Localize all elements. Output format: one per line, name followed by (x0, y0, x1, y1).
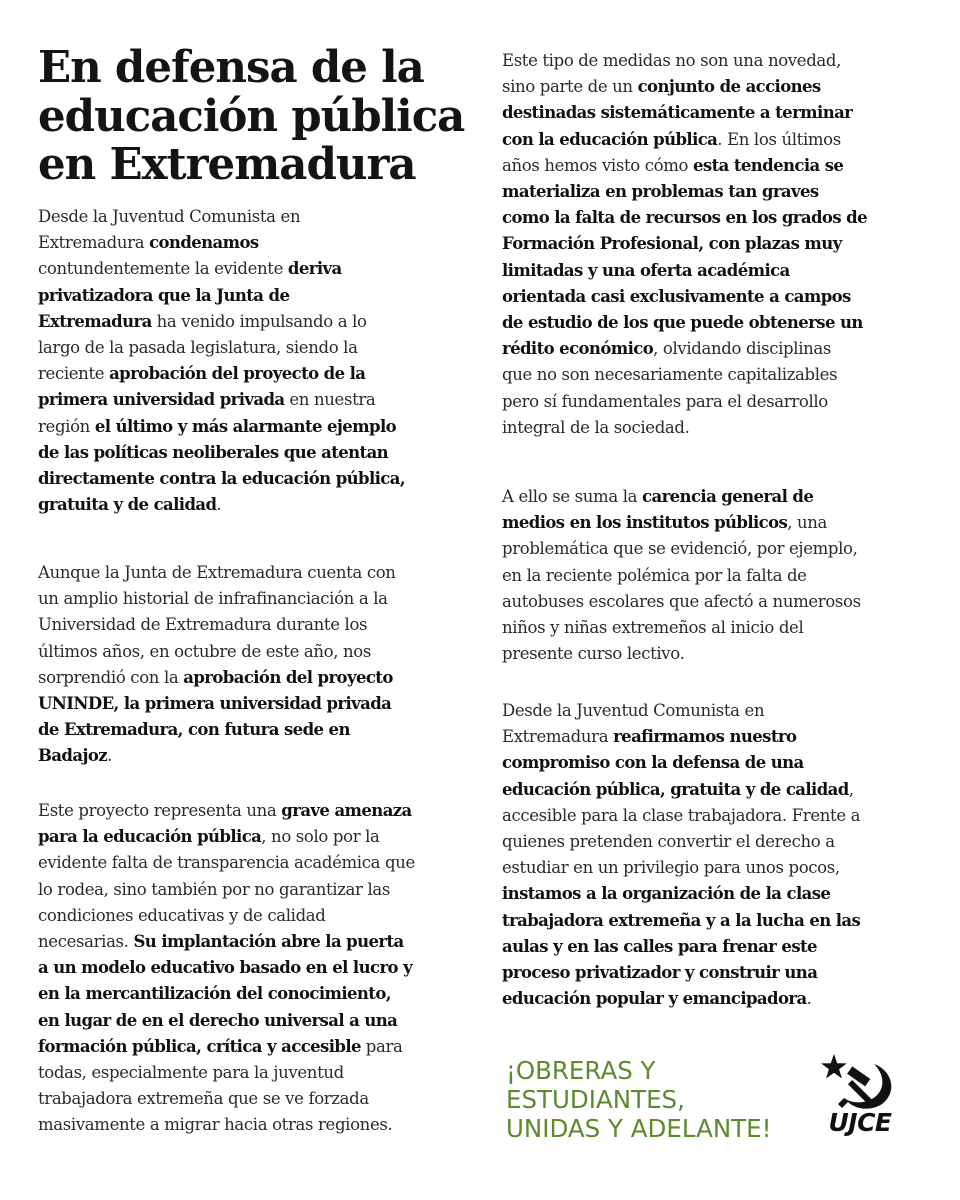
paragraph-compromiso (502, 698, 860, 1012)
body-text: Este tipo de medidas no son una novedad, sino parte de un (502, 51, 842, 97)
bold-text: carencia general de medios en los institutos públicos (502, 487, 814, 533)
bold-text: aprobación del proyecto UNINDE, la primera universidad privada de Extremadura, con futura sede en Badajoz (38, 667, 393, 766)
paragraph-uninde (38, 560, 396, 770)
bold-text: conjunto de acciones destinadas sistemáticamente a terminar con la educación pública (502, 77, 853, 149)
body-text: , una problemática que se evidenció, por ejemplo, en la reciente polémica por la falta de autobuses escolares que afectó a numerosos niños y niñas extremeños al inicio del presente curso lectivo. (502, 513, 861, 664)
body-text: A ello se suma la (502, 487, 643, 506)
body-text: . (216, 495, 222, 515)
slogan (506, 1056, 806, 1143)
paragraph-institutos (502, 484, 861, 667)
body-text: Este proyecto representa una (38, 801, 282, 820)
body-text: . (107, 746, 112, 766)
body-text: Desde la Juventud Comunista en Extremadura (38, 207, 301, 253)
body-text: ha venido impulsando a lo largo de la pasada legislatura, siendo la reciente (38, 311, 367, 384)
body-text: , no solo por la evidente falta de transparencia académica que lo rodea, sino también por no garantizar las condiciones educativas y de calidad necesarias. (38, 827, 415, 952)
bold-text: aprobación del proyecto de la primera universidad privada (38, 364, 366, 410)
bold-text: condenamos (149, 233, 259, 253)
ujce-logo (818, 1052, 902, 1152)
bold-text: instamos a la organización de la clase trabajadora extremeña y a la lucha en las aulas y en las calles para frenar este proceso privatizador y construir una educación popular y emancipadora (502, 884, 861, 1009)
paragraph-medidas (502, 48, 867, 441)
bold-text: reafirmamos nuestro compromiso con la defensa de una educación pública, gratuita y de calidad (502, 727, 849, 799)
slogan-line-3: UNIDAS Y ADELANTE! (506, 1114, 772, 1143)
paragraph-condena (38, 204, 405, 518)
body-text: contundentemente la evidente (38, 259, 283, 279)
body-text: , accesible para la clase trabajadora. Frente a quienes pretenden convertir el derecho a estudiar en un privilegio para unos pocos, (502, 779, 861, 878)
bold-text: el último y más alarmante ejemplo de las políticas neoliberales que atentan directamente contra la educación pública, gratuita y de calidad (38, 416, 405, 515)
bold-text: deriva privatizadora que la Junta de Extremadura (38, 259, 342, 331)
bold-text: Su implantación abre la puerta a un modelo educativo basado en el lucro y en la mercantilización del conocimiento, en lugar de en el derecho universal a una formación pública, crítica y accesible (38, 932, 413, 1056)
body-text: . (806, 989, 812, 1009)
body-text: Desde la Juventud Comunista en Extremadura (502, 701, 765, 747)
slogan-line-1: ¡OBRERAS Y (506, 1056, 656, 1085)
body-text: . En los últimos años hemos visto cómo (502, 129, 841, 175)
bold-text: esta tendencia se materializa en problemas tan graves como la falta de recursos en los grados de Formación Profesional, con plazas muy limitadas y una oferta académica orientada casi exclusivamente a campos de estudio de los que puede obtenerse un rédito económico (502, 155, 867, 359)
logo-text: UJCE (828, 1108, 892, 1137)
body-text: , olvidando disciplinas que no son necesariamente capitalizables pero sí fundamentales para el desarrollo integral de la sociedad. (502, 339, 838, 437)
body-text: para todas, especialmente para la juventud trabajadora extremeña que se ve forzada masivamente a migrar hacia otras regiones. (38, 1036, 403, 1135)
body-text: en nuestra región (38, 390, 376, 436)
bold-text: grave amenaza para la educación pública (38, 801, 412, 847)
paragraph-amenaza (38, 798, 415, 1139)
hammer-sickle-star-icon (818, 1052, 902, 1112)
slogan-line-2: ESTUDIANTES, (506, 1085, 685, 1114)
page-title: En defensa de la educación pública en Extremadura (38, 42, 465, 190)
body-text: Aunque la Junta de Extremadura cuenta con un amplio historial de infrafinanciación a la Universidad de Extremadura durante los últimos años, en octubre de este año, nos sorprendió con la (38, 563, 396, 687)
